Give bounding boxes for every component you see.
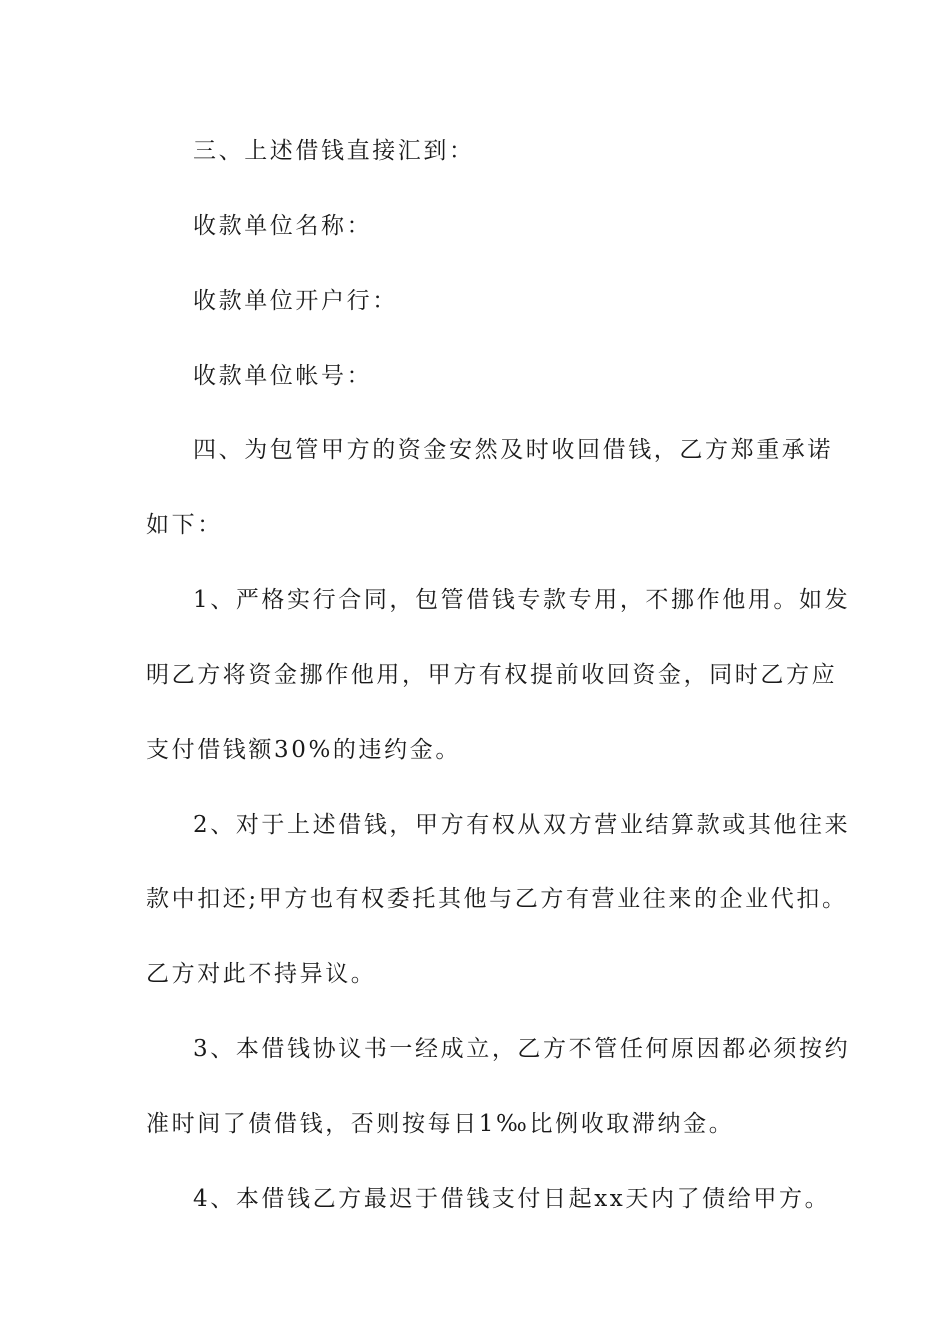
- payee-account-label: 收款单位帐号：: [193, 363, 373, 389]
- section-three-heading: 三、上述借钱直接汇到：: [193, 138, 475, 164]
- payee-bank-label: 收款单位开户行：: [193, 288, 398, 314]
- clause-1-line-3: 支付借钱额30%的违约金。: [146, 737, 461, 763]
- clause-3-line-1: 3、本借钱协议书一经成立，乙方不管任何原因都必须按约: [193, 1036, 851, 1062]
- clause-1-line-2: 明乙方将资金挪作他用，甲方有权提前收回资金，同时乙方应: [146, 662, 838, 688]
- clause-4-line-1: 4、本借钱乙方最迟于借钱支付日起xx天内了债给甲方。: [193, 1186, 831, 1212]
- section-four-paragraph-line-1: 四、为包管甲方的资金安然及时收回借钱，乙方郑重承诺: [193, 437, 833, 463]
- payee-name-label: 收款单位名称：: [193, 213, 373, 239]
- clause-2-line-3: 乙方对此不持异议。: [146, 961, 377, 987]
- clause-2-line-2: 款中扣还;甲方也有权委托其他与乙方有营业往来的企业代扣。: [146, 886, 848, 912]
- clause-2-line-1: 2、对于上述借钱，甲方有权从双方营业结算款或其他往来: [193, 812, 851, 838]
- clause-1-line-1: 1、严格实行合同，包管借钱专款专用，不挪作他用。如发: [193, 587, 851, 613]
- section-four-paragraph-line-2: 如下：: [146, 512, 223, 538]
- clause-3-line-2: 准时间了债借钱，否则按每日1‰比例收取滞纳金。: [146, 1111, 735, 1137]
